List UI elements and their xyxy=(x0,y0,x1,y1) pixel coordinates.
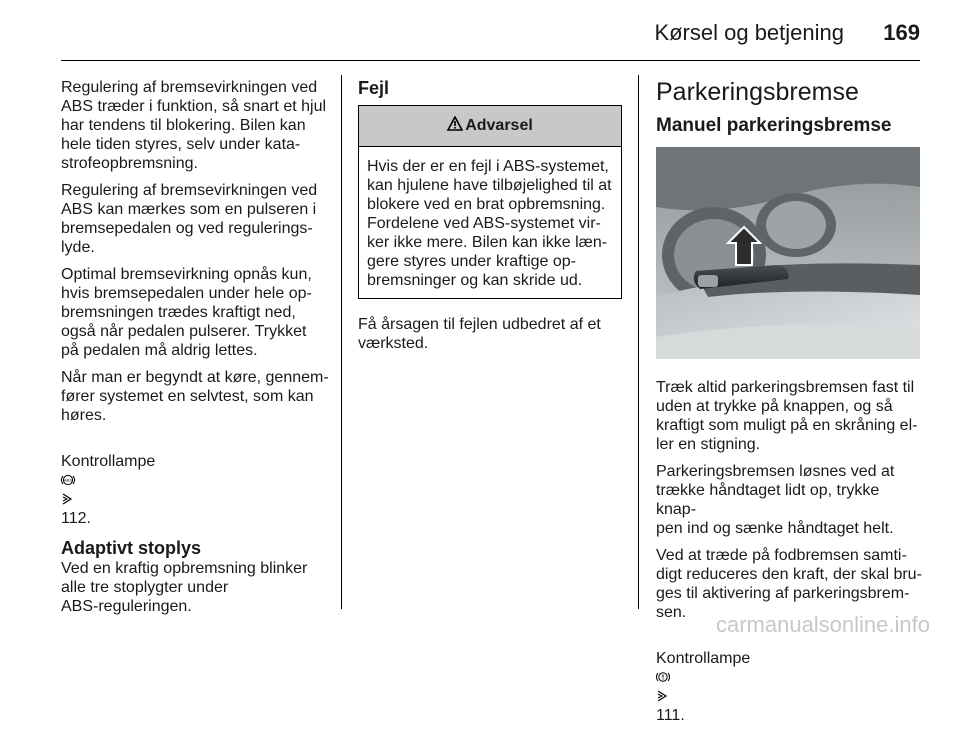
brake-warning-lamp-icon xyxy=(656,669,670,686)
warning-body: Hvis der er en fejl i ABS-systemet, kan hjulene have tilbøjelighed til at blokere ved en brat opbremsning. Fordelene ved ABS-systemet vir- ker ikke mere. Bilen kan ikke læn- gere styres under kraftige op- bremsninger og kan skride ud. xyxy=(367,158,612,289)
paragraph-brake-lamp-ref xyxy=(656,630,922,725)
header-divider xyxy=(61,60,920,61)
lamp-ref-label: Kontrollampe xyxy=(61,453,156,470)
brake-lamp-page-ref[interactable]: 111. xyxy=(656,707,685,724)
paragraph-abs-function: Regulering af bremsevirkningen ved ABS træder i funktion, så snart et hjul har tendens til blokering. Bilen kan hele tiden styres, selv under kata- strofeopbremsning. xyxy=(61,79,327,172)
heading-adaptive-brake-light: Adaptivt stoplys xyxy=(61,538,202,558)
heading-manual-parking-brake: Manuel parkeringsbremse xyxy=(656,115,892,136)
paragraph-repair: Få årsagen til fejlen udbedret af et værksted. xyxy=(358,316,601,352)
watermark: carmanualsonline.info xyxy=(715,612,930,637)
column-abs xyxy=(61,78,333,624)
column-divider-2 xyxy=(638,75,639,609)
warning-title: Advarsel xyxy=(465,117,533,134)
paragraph-optimal-braking: Optimal bremsevirkning opnås kun, hvis bremsepedalen under hele op- bremsningen trædes kraftigt ned, også når pedalen pulserer. Trykket på pedalen må aldrig lettes. xyxy=(61,266,312,359)
page-number: 169 xyxy=(883,20,920,45)
lamp-page-ref[interactable]: 112. xyxy=(61,510,91,527)
paragraph-release-brake: Parkeringsbremsen løsnes ved at trække håndtaget lidt op, trykke knap- pen ind og sænke håndtaget helt. xyxy=(656,463,895,537)
paragraph-self-test: Når man er begyndt at køre, gennem- fører systemet en selvtest, som kan høres. xyxy=(61,369,329,424)
parking-brake-photo xyxy=(656,147,920,359)
paragraph-foot-brake: Ved at træde på fodbremsen samti- digt reduceres den kraft, der skal bru- ges til aktivering af parkeringsbrem- sen. xyxy=(656,547,922,621)
page-header xyxy=(0,0,960,62)
warning-box xyxy=(358,105,622,299)
abs-warning-lamp-icon xyxy=(61,472,75,489)
paragraph-adaptive-brake-light: Ved en kraftig opbremsning blinker alle tre stoplygter under ABS-reguleringen. xyxy=(61,560,308,615)
column-fault xyxy=(358,78,622,361)
brake-lamp-ref-label: Kontrollampe xyxy=(656,650,751,667)
svg-text:ABS: ABS xyxy=(63,477,73,483)
warning-header xyxy=(359,106,621,147)
paragraph-abs-pulsing: Regulering af bremsevirkningen ved ABS kan mærkes som en pulseren i bremsepedalen og ved regulerings- lyde. xyxy=(61,182,318,256)
column-divider-1 xyxy=(341,75,342,609)
section-title: Kørsel og betjening xyxy=(654,20,844,45)
paragraph-abs-lamp-ref xyxy=(61,433,333,528)
heading-fault: Fejl xyxy=(358,78,390,98)
page-reference-arrow-icon xyxy=(656,688,668,705)
warning-triangle-icon xyxy=(447,116,465,136)
page-reference-arrow-icon xyxy=(61,491,73,508)
paragraph-apply-brake: Træk altid parkeringsbremsen fast til uden at trykke på knappen, og så kraftigt som muligt på en skråning el- ler en stigning. xyxy=(656,379,918,453)
heading-parking-brake: Parkeringsbremse xyxy=(656,78,859,106)
